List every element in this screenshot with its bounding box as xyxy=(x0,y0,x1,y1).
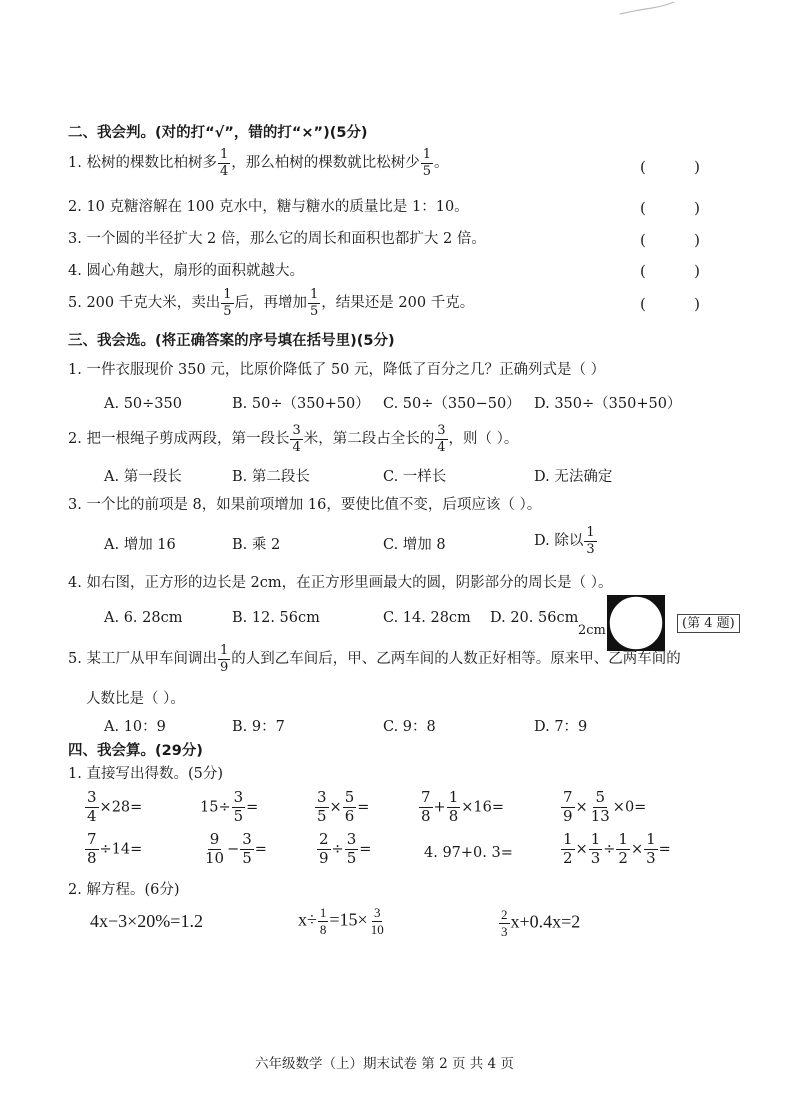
operator: = xyxy=(658,841,671,858)
numerator: 1 xyxy=(223,287,232,302)
denominator: 8 xyxy=(421,806,431,825)
q5-option-d[interactable]: D. 7：9 xyxy=(534,719,588,735)
operator: − xyxy=(227,841,240,858)
q4-option-d[interactable]: D. 20. 56cm xyxy=(490,610,579,626)
fraction xyxy=(584,526,596,556)
fraction xyxy=(315,790,329,825)
bracket-open: ( xyxy=(640,231,646,249)
denominator: 4 xyxy=(437,439,446,455)
bracket-close: ) xyxy=(694,262,700,280)
figure-side-label: 2cm xyxy=(578,623,606,638)
fraction xyxy=(419,790,433,825)
bracket-close: ) xyxy=(694,231,700,249)
answer-bracket[interactable] xyxy=(640,295,700,313)
fraction xyxy=(85,790,99,825)
denominator: 3 xyxy=(501,923,508,939)
denominator: 6 xyxy=(344,806,355,825)
calc-r1-e4 xyxy=(418,790,504,825)
numerator: 1 xyxy=(319,905,327,920)
denominator: 5 xyxy=(242,848,252,867)
equation-1: 4x−3×20%=1.2 xyxy=(90,911,203,931)
operator: ÷ xyxy=(331,841,344,858)
numerator: 5 xyxy=(344,788,355,806)
q2-text-c: ，则（ ）。 xyxy=(448,431,519,448)
q2-text-b: 米，第二段占全长的 xyxy=(303,431,435,448)
q2-text-a: 2. 把一根绳子剪成两段，第一段长 xyxy=(68,431,290,448)
choose-q3-stem: 3. 一个比的前项是 8，如果前项增加 16，要使比值不变，后项应该（ ）。 xyxy=(68,497,542,513)
expr-tail: = xyxy=(357,799,370,816)
numerator: 1 xyxy=(422,147,432,162)
q2-option-a[interactable]: A. 第一段长 xyxy=(104,469,182,485)
judge-1-text-a: 1. 松树的棵数比柏树多 xyxy=(68,155,217,172)
judge-item-5 xyxy=(68,288,474,318)
page-footer: 六年级数学（上）期末试卷 第 2 页 共 4 页 xyxy=(255,1056,514,1072)
judge-1-text-b: ，那么柏树的棵数就比松树少 xyxy=(231,155,420,172)
bracket-open: ( xyxy=(640,158,646,176)
bracket-close: ) xyxy=(694,199,700,217)
fraction xyxy=(232,790,246,825)
numerator: 1 xyxy=(563,830,573,848)
operator: + xyxy=(433,799,446,816)
fraction xyxy=(589,832,603,867)
denominator: 5 xyxy=(422,163,432,179)
q2-option-d[interactable]: D. 无法确定 xyxy=(534,469,613,485)
fraction xyxy=(318,906,329,936)
operator: × xyxy=(329,799,342,816)
fraction xyxy=(221,288,233,318)
bracket-open: ( xyxy=(640,199,646,217)
judge-5-text-c: ，结果还是 200 千克。 xyxy=(321,295,475,312)
numerator: 1 xyxy=(310,287,319,302)
fraction xyxy=(343,790,357,825)
denominator: 10 xyxy=(205,848,225,867)
denominator: 10 xyxy=(370,921,384,937)
q5-option-a[interactable]: A. 10：9 xyxy=(104,719,166,735)
figure-tag: (第 4 题) xyxy=(677,614,740,633)
numerator: 5 xyxy=(595,788,606,806)
calc-r2-e1 xyxy=(84,832,142,867)
denominator: 9 xyxy=(563,806,573,825)
section-judge-title: 二、我会判。(对的打“√”，错的打“×”)(5分) xyxy=(68,125,368,141)
fraction xyxy=(616,832,630,867)
calc-r2-e5 xyxy=(560,832,671,867)
numerator: 3 xyxy=(242,830,252,848)
choose-q1-stem: 1. 一件衣服现价 350 元，比原价降低了 50 元，降低了百分之几？正确列式是（ ） xyxy=(68,362,606,378)
calc-r2-e2 xyxy=(202,832,267,867)
fraction xyxy=(308,288,320,318)
denominator: 5 xyxy=(317,806,327,825)
judge-item-1 xyxy=(68,148,449,178)
q1-option-a[interactable]: A. 50÷350 xyxy=(104,396,182,412)
numerator: 1 xyxy=(590,830,601,848)
q2-option-c[interactable]: C. 一样长 xyxy=(383,469,447,485)
q1-option-c[interactable]: C. 50÷（350−50） xyxy=(383,396,521,412)
fraction xyxy=(435,424,447,454)
bracket-close: ) xyxy=(694,158,700,176)
fraction xyxy=(218,148,230,178)
judge-item-3: 3. 一个圆的半径扩大 2 倍，那么它的周长和面积也都扩大 2 倍。 xyxy=(68,231,486,247)
q3-option-d-text: D. 除以 xyxy=(534,533,584,550)
calc-r1-e5 xyxy=(560,790,646,825)
bracket-open: ( xyxy=(640,295,646,313)
numerator: 1 xyxy=(448,788,459,806)
denominator: 4 xyxy=(292,439,301,455)
fraction xyxy=(240,832,254,867)
operator: × xyxy=(575,799,588,816)
judge-1-text-c: 。 xyxy=(434,155,449,172)
choose-q4-stem: 4. 如右图，正方形的边长是 2cm，在正方形里画最大的圆，阴影部分的周长是（ ）。 xyxy=(68,575,613,591)
operator: ÷ xyxy=(603,841,616,858)
denominator: 4 xyxy=(219,163,229,179)
fraction xyxy=(85,832,99,867)
section-choose-title: 三、我会选。(将正确答案的序号填在括号里)(5分) xyxy=(68,333,395,349)
numerator: 3 xyxy=(437,423,446,438)
denominator: 3 xyxy=(590,848,601,867)
denominator: 9 xyxy=(319,848,329,867)
numerator: 3 xyxy=(292,423,301,438)
answer-bracket[interactable] xyxy=(640,262,700,280)
equation-2 xyxy=(298,906,387,936)
fraction xyxy=(421,148,433,178)
equation-3 xyxy=(498,908,580,938)
answer-bracket[interactable] xyxy=(640,158,700,176)
calc-sub1-title: 1. 直接写出得数。(5分) xyxy=(68,766,223,782)
q5-text-a: 5. 某工厂从甲车间调出 xyxy=(68,651,217,668)
denominator: 13 xyxy=(590,806,610,825)
judge-item-2: 2. 10 克糖溶解在 100 克水中，糖与糖水的质量比是 1：10。 xyxy=(68,199,469,215)
expr-tail: ×16= xyxy=(461,799,504,816)
denominator: 5 xyxy=(223,303,232,319)
numerator: 3 xyxy=(373,905,381,920)
denominator: 8 xyxy=(448,806,459,825)
eq3-tail: x+0.4x=2 xyxy=(510,911,581,932)
fraction xyxy=(589,790,612,825)
calc-r1-e2 xyxy=(200,790,258,825)
q1-option-b[interactable]: B. 50÷（350+50） xyxy=(232,396,370,412)
bracket-close: ) xyxy=(694,295,700,313)
q4-option-c[interactable]: C. 14. 28cm xyxy=(383,610,471,626)
fraction xyxy=(447,790,461,825)
corner-scribble xyxy=(618,0,678,18)
numerator: 9 xyxy=(209,830,220,848)
denominator: 4 xyxy=(87,806,97,825)
fraction xyxy=(203,832,226,867)
denominator: 3 xyxy=(646,848,656,867)
bracket-open: ( xyxy=(640,262,646,280)
fraction xyxy=(561,832,575,867)
calc-r1-e3 xyxy=(314,790,369,825)
answer-bracket[interactable] xyxy=(640,231,700,249)
q5-option-b[interactable]: B. 9：7 xyxy=(232,719,285,735)
expr-tail: = xyxy=(254,841,267,858)
q5-option-c[interactable]: C. 9：8 xyxy=(383,719,436,735)
numerator: 3 xyxy=(87,788,97,806)
numerator: 7 xyxy=(87,830,97,848)
section-calc-title: 四、我会算。(29分) xyxy=(68,743,203,759)
q2-option-b[interactable]: B. 第二段长 xyxy=(232,469,310,485)
q1-option-d[interactable]: D. 350÷（350+50） xyxy=(534,396,682,412)
denominator: 8 xyxy=(319,921,327,937)
numerator: 3 xyxy=(317,788,327,806)
numerator: 2 xyxy=(501,907,508,922)
q4-option-a[interactable]: A. 6. 28cm xyxy=(104,610,183,626)
numerator: 1 xyxy=(219,147,229,162)
numerator: 1 xyxy=(586,525,595,540)
fraction xyxy=(290,424,302,454)
numerator: 1 xyxy=(219,643,229,658)
fraction xyxy=(218,644,230,674)
judge-5-text-a: 5. 200 千克大米，卖出 xyxy=(68,295,221,312)
operator: × xyxy=(575,841,588,858)
choose-q2-stem xyxy=(68,424,518,454)
denominator: 2 xyxy=(618,848,628,867)
choose-q5-stem xyxy=(68,644,681,674)
denominator: 2 xyxy=(563,848,573,867)
eq2-head: x÷ xyxy=(298,909,317,930)
numerator: 2 xyxy=(319,830,329,848)
fraction xyxy=(369,906,386,936)
calc-r1-e1 xyxy=(84,790,142,825)
fraction xyxy=(499,908,510,938)
q4-option-b[interactable]: B. 12. 56cm xyxy=(232,610,320,626)
q3-option-d[interactable] xyxy=(534,526,598,556)
judge-item-4: 4. 圆心角越大，扇形的面积就越大。 xyxy=(68,263,304,279)
expr-tail: ×28= xyxy=(99,799,143,816)
calc-r2-e3 xyxy=(316,832,371,867)
fraction xyxy=(644,832,658,867)
expr-tail: ×0= xyxy=(612,799,647,816)
expr-tail: = xyxy=(246,799,259,816)
denominator: 3 xyxy=(586,541,595,557)
q5-text-b: 的人到乙车间后，甲、乙两车间的人数正好相等。原来甲、乙两车间的 xyxy=(231,651,681,668)
numerator: 7 xyxy=(421,788,431,806)
q3-option-b[interactable]: B. 乘 2 xyxy=(232,537,281,553)
fraction xyxy=(317,832,331,867)
operator: × xyxy=(630,841,644,858)
fraction xyxy=(561,790,575,825)
numerator: 3 xyxy=(346,830,357,848)
expr-head: 15÷ xyxy=(200,799,231,816)
calc-sub2-title: 2. 解方程。(6分) xyxy=(68,882,180,898)
answer-bracket[interactable] xyxy=(640,199,700,217)
choose-q5-line2: 人数比是（ ）。 xyxy=(86,691,185,707)
numerator: 1 xyxy=(646,830,656,848)
numerator: 3 xyxy=(233,788,244,806)
denominator: 8 xyxy=(87,848,97,867)
numerator: 1 xyxy=(618,830,628,848)
denominator: 9 xyxy=(219,659,229,675)
eq2-mid: =15× xyxy=(329,909,368,930)
expr-tail: = xyxy=(359,841,372,858)
q3-option-c[interactable]: C. 增加 8 xyxy=(383,537,446,553)
calc-r2-e4: 4. 97+0. 3= xyxy=(424,845,513,861)
denominator: 5 xyxy=(233,806,244,825)
expr-tail: ÷14= xyxy=(99,841,143,858)
numerator: 7 xyxy=(563,788,573,806)
denominator: 5 xyxy=(346,848,357,867)
judge-5-text-b: 后，再增加 xyxy=(234,295,308,312)
fraction xyxy=(345,832,359,867)
q3-option-a[interactable]: A. 增加 16 xyxy=(104,537,176,553)
denominator: 5 xyxy=(310,303,319,319)
